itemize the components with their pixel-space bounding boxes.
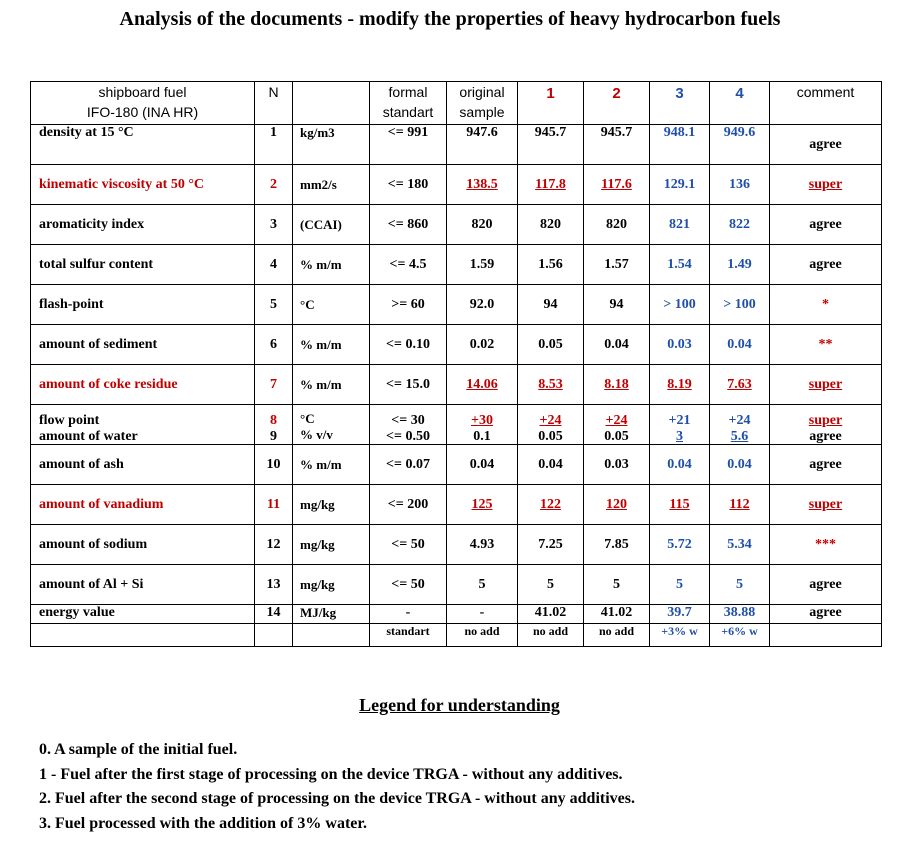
water-original: 0.1: [473, 429, 491, 444]
value-1: 820: [518, 205, 584, 245]
flow-point-v1: +24: [539, 413, 562, 428]
param-standard: <= 200: [370, 485, 447, 525]
value-2: 820: [584, 205, 650, 245]
comment: super: [770, 165, 882, 205]
value-3: 1.54: [650, 245, 710, 285]
header-formal-line2: standart: [382, 104, 434, 120]
water-v1: 0.05: [538, 429, 563, 444]
comment: agree: [770, 125, 882, 165]
flow-point-v2: +24: [605, 413, 628, 428]
header-col-1: 1: [518, 82, 584, 125]
param-standard: <= 0.10: [370, 325, 447, 365]
value-2: 5: [584, 565, 650, 605]
value-original: [447, 405, 518, 445]
flow-point-name: flow point: [39, 413, 100, 428]
param-standard: <= 4.5: [370, 245, 447, 285]
comment: *: [770, 285, 882, 325]
param-unit: (CCAI): [293, 205, 370, 245]
comment: agree: [770, 445, 882, 485]
param-n: 10: [255, 445, 293, 485]
comment: agree: [770, 565, 882, 605]
param-name: amount of sodium: [31, 525, 255, 565]
value-original: 4.93: [447, 525, 518, 565]
header-fuel: [31, 82, 255, 125]
header-original-line1: original: [459, 84, 505, 100]
value-2: 41.02: [584, 605, 650, 624]
water-comment: agree: [809, 429, 842, 444]
value-4: 5: [710, 565, 770, 605]
value-1: 1.56: [518, 245, 584, 285]
value-3: 0.04: [650, 445, 710, 485]
param-unit: mg/kg: [293, 525, 370, 565]
header-formal-line1: formal: [388, 84, 428, 100]
footer-empty: [293, 624, 370, 647]
legend-list: [39, 738, 635, 836]
header-formal: [370, 82, 447, 125]
param-n: 5: [255, 285, 293, 325]
table-footer-row: [31, 624, 882, 647]
value-4: 949.6: [710, 125, 770, 165]
header-fuel-line1: shipboard fuel: [98, 84, 187, 100]
value-original: 92.0: [447, 285, 518, 325]
param-n: 13: [255, 565, 293, 605]
footer-empty: [255, 624, 293, 647]
header-col-4: 4: [710, 82, 770, 125]
header-unit: [293, 82, 370, 125]
value-2: 8.18: [584, 365, 650, 405]
table-header-row: [31, 82, 882, 125]
footer-empty: [770, 624, 882, 647]
table-row: [31, 245, 882, 285]
comment: agree: [770, 245, 882, 285]
legend-item: 3. Fuel processed with the addition of 3% water.: [39, 814, 367, 832]
param-unit: % m/m: [293, 365, 370, 405]
value-2: 945.7: [584, 125, 650, 165]
header-col-3: 3: [650, 82, 710, 125]
param-unit: mm2/s: [293, 165, 370, 205]
flow-point-comment: super: [808, 413, 843, 428]
value-1: 0.05: [518, 325, 584, 365]
value-3: 5: [650, 565, 710, 605]
comment: super: [770, 485, 882, 525]
param-unit: % m/m: [293, 245, 370, 285]
flow-point-v3: +21: [668, 413, 691, 428]
value-3: 39.7: [650, 605, 710, 624]
value-3: 129.1: [650, 165, 710, 205]
water-v2: 0.05: [604, 429, 629, 444]
fuel-properties-table: [30, 81, 882, 647]
value-1: 8.53: [518, 365, 584, 405]
header-original: [447, 82, 518, 125]
param-standard: <= 180: [370, 165, 447, 205]
value-2: 120: [584, 485, 650, 525]
value-2: 117.6: [584, 165, 650, 205]
table-row: [31, 405, 882, 445]
value-4: 136: [710, 165, 770, 205]
value-4: 5.34: [710, 525, 770, 565]
param-standard: [370, 405, 447, 445]
footer-original: no add: [447, 624, 518, 647]
param-unit: mg/kg: [293, 565, 370, 605]
param-name: amount of coke residue: [31, 365, 255, 405]
value-1: 94: [518, 285, 584, 325]
param-unit: mg/kg: [293, 485, 370, 525]
param-n: 1: [255, 125, 293, 165]
legend-item: 0. A sample of the initial fuel.: [39, 741, 238, 758]
value-4: 38.88: [710, 605, 770, 624]
value-3: [650, 405, 710, 445]
param-unit: [293, 405, 370, 445]
table-row: [31, 125, 882, 165]
value-original: 125: [447, 485, 518, 525]
value-original: 820: [447, 205, 518, 245]
footer-v4: +6% w: [710, 624, 770, 647]
param-name: density at 15 °C: [31, 125, 255, 165]
header-original-line2: sample: [459, 104, 505, 120]
param-standard: >= 60: [370, 285, 447, 325]
header-comment: comment: [770, 82, 882, 125]
param-name: aromaticity index: [31, 205, 255, 245]
water-name: amount of water: [39, 429, 138, 444]
value-original: 14.06: [447, 365, 518, 405]
water-v4: 5.6: [730, 429, 749, 444]
param-standard: <= 15.0: [370, 365, 447, 405]
param-n: 14: [255, 605, 293, 624]
table-row: [31, 445, 882, 485]
footer-v1: no add: [518, 624, 584, 647]
table-row: [31, 565, 882, 605]
value-3: 0.03: [650, 325, 710, 365]
comment: **: [770, 325, 882, 365]
param-n: 6: [255, 325, 293, 365]
param-n: [255, 405, 293, 445]
param-standard: <= 50: [370, 525, 447, 565]
param-unit: kg/m3: [293, 125, 370, 165]
value-original: 1.59: [447, 245, 518, 285]
param-name: amount of vanadium: [31, 485, 255, 525]
page-title: Analysis of the documents - modify the properties of heavy hydrocarbon fuels: [119, 8, 781, 30]
param-standard: -: [370, 605, 447, 624]
comment: ***: [770, 525, 882, 565]
water-standard: <= 0.50: [386, 429, 430, 444]
param-name: amount of ash: [31, 445, 255, 485]
value-2: [584, 405, 650, 445]
value-4: 112: [710, 485, 770, 525]
table-row: [31, 365, 882, 405]
flow-point-n: 8: [270, 413, 277, 428]
footer-v3: +3% w: [650, 624, 710, 647]
param-n: 2: [255, 165, 293, 205]
value-4: 822: [710, 205, 770, 245]
value-2: 94: [584, 285, 650, 325]
table-row: [31, 285, 882, 325]
value-original: 947.6: [447, 125, 518, 165]
value-2: 7.85: [584, 525, 650, 565]
param-name: [31, 405, 255, 445]
value-1: 0.04: [518, 445, 584, 485]
value-2: 1.57: [584, 245, 650, 285]
value-3: > 100: [650, 285, 710, 325]
value-4: 0.04: [710, 325, 770, 365]
value-4: > 100: [710, 285, 770, 325]
flow-point-original: +30: [471, 413, 493, 428]
flow-point-unit: °C: [300, 411, 315, 426]
param-name: amount of Al + Si: [31, 565, 255, 605]
param-unit: MJ/kg: [293, 605, 370, 624]
param-n: 4: [255, 245, 293, 285]
comment: agree: [770, 605, 882, 624]
table-row: [31, 325, 882, 365]
flow-point-standard: <= 30: [391, 413, 425, 428]
param-unit: % m/m: [293, 325, 370, 365]
value-1: 41.02: [518, 605, 584, 624]
value-3: 948.1: [650, 125, 710, 165]
table-row: [31, 525, 882, 565]
footer-empty: [31, 624, 255, 647]
value-original: 0.02: [447, 325, 518, 365]
header-col-2: 2: [584, 82, 650, 125]
value-1: 122: [518, 485, 584, 525]
value-1: 7.25: [518, 525, 584, 565]
param-unit: °C: [293, 285, 370, 325]
value-3: 115: [650, 485, 710, 525]
value-4: 7.63: [710, 365, 770, 405]
param-name: kinematic viscosity at 50 °C: [31, 165, 255, 205]
value-1: [518, 405, 584, 445]
param-name: total sulfur content: [31, 245, 255, 285]
value-1: 945.7: [518, 125, 584, 165]
header-fuel-line2: IFO-180 (INA HR): [86, 104, 199, 120]
header-n: N: [255, 82, 293, 125]
footer-v2: no add: [584, 624, 650, 647]
value-original: 5: [447, 565, 518, 605]
value-4: [710, 405, 770, 445]
param-n: 12: [255, 525, 293, 565]
param-standard: <= 50: [370, 565, 447, 605]
value-4: 1.49: [710, 245, 770, 285]
param-standard: <= 860: [370, 205, 447, 245]
comment: [770, 405, 882, 445]
legend-title: Legend for understanding: [359, 695, 560, 715]
value-3: 821: [650, 205, 710, 245]
param-standard: <= 0.07: [370, 445, 447, 485]
value-3: 8.19: [650, 365, 710, 405]
legend-item: 1 - Fuel after the first stage of processing on the device TRGA - without any additives.: [39, 765, 623, 783]
comment: super: [770, 365, 882, 405]
comment: agree: [770, 205, 882, 245]
param-name: energy value: [31, 605, 255, 624]
value-1: 5: [518, 565, 584, 605]
footer-standard: standart: [370, 624, 447, 647]
value-2: 0.03: [584, 445, 650, 485]
water-unit: % v/v: [300, 427, 333, 442]
table-row: [31, 165, 882, 205]
value-original: 138.5: [447, 165, 518, 205]
param-unit: % m/m: [293, 445, 370, 485]
param-n: 3: [255, 205, 293, 245]
table-row: [31, 485, 882, 525]
param-standard: <= 991: [370, 125, 447, 165]
table-row: [31, 205, 882, 245]
value-4: 0.04: [710, 445, 770, 485]
param-name: amount of sediment: [31, 325, 255, 365]
value-3: 5.72: [650, 525, 710, 565]
param-n: 11: [255, 485, 293, 525]
legend-item: 2. Fuel after the second stage of processing on the device TRGA - without any additives.: [39, 790, 635, 808]
value-original: -: [447, 605, 518, 624]
param-name: flash-point: [31, 285, 255, 325]
param-n: 7: [255, 365, 293, 405]
flow-point-v4: +24: [728, 413, 751, 428]
value-2: 0.04: [584, 325, 650, 365]
value-1: 117.8: [518, 165, 584, 205]
value-original: 0.04: [447, 445, 518, 485]
water-v3: 3: [676, 429, 683, 444]
water-n: 9: [270, 429, 277, 444]
table-row: [31, 605, 882, 624]
